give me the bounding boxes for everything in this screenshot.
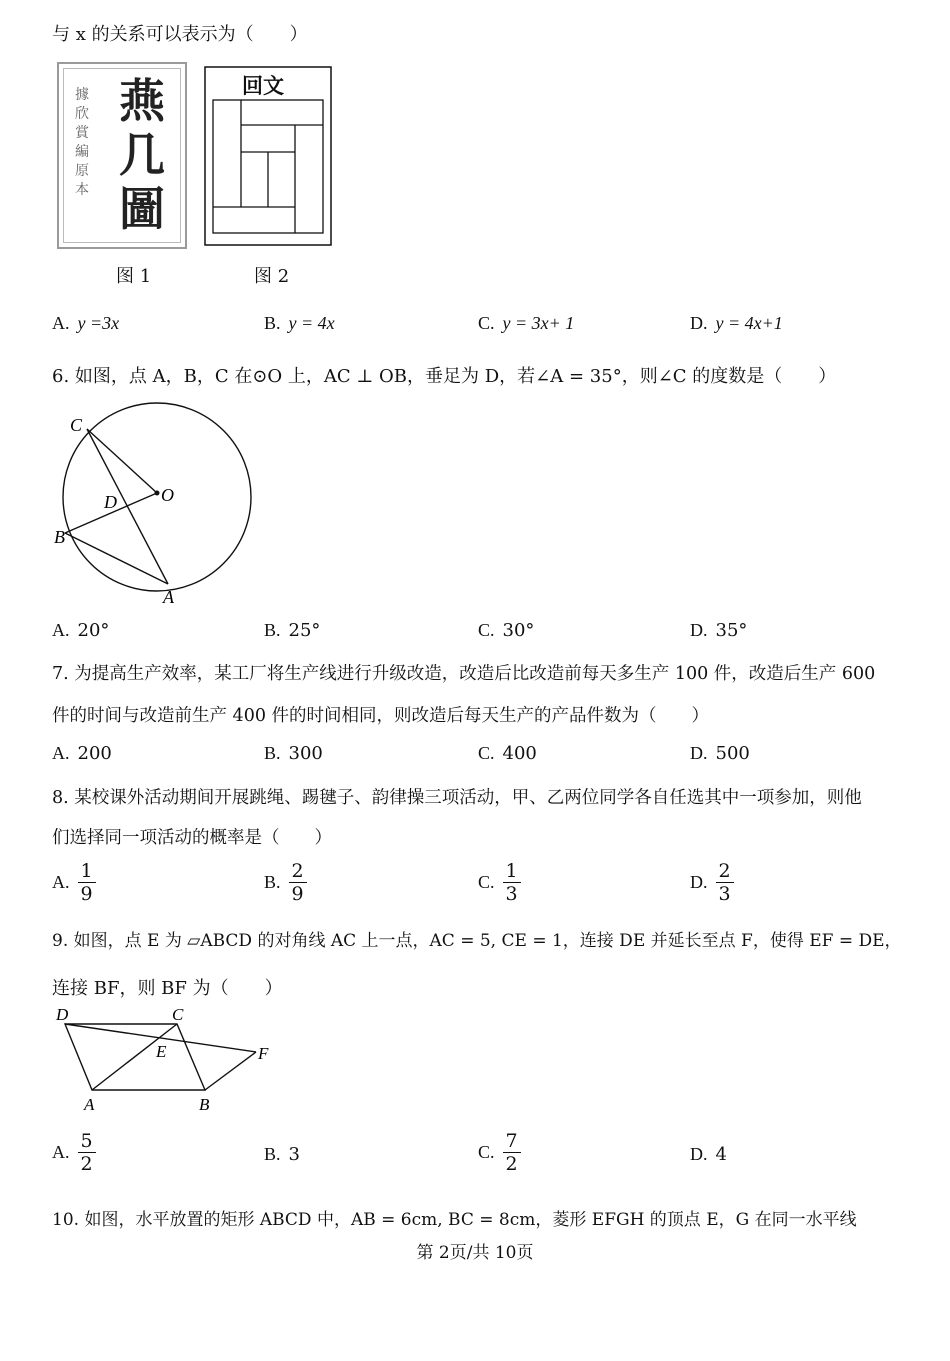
- q5-option-d[interactable]: D. y = 4x+1: [690, 313, 783, 333]
- label-b: B: [54, 527, 65, 547]
- label-b: B: [199, 1095, 210, 1114]
- label-c: C: [172, 1005, 184, 1024]
- label-d: D: [56, 1005, 69, 1024]
- q5-option-a[interactable]: A. y =3x: [52, 313, 120, 333]
- q7-option-b[interactable]: B. 300: [264, 743, 323, 764]
- q9-option-c[interactable]: C. $\frac{7}{2}$: [478, 1130, 521, 1175]
- q7-stem-line1: 7. 为提高生产效率，某工厂将生产线进行升级改造，改造后比改造前每天多生产 100 件，改造后生产 600: [52, 664, 876, 684]
- q5-option-c[interactable]: C. y = 3x+ 1: [478, 313, 575, 333]
- q8-stem-line1: 8. 某校课外活动期间开展跳绳、踢毽子、韵律操三项活动，甲、乙两位同学各自任选其中一项参加，则他: [52, 788, 862, 808]
- q9-stem-line2: 连接 BF，则 BF 为（ ）: [52, 978, 283, 999]
- q10-stem-line1: 10. 如图，水平放置的矩形 ABCD 中，AB = 6cm, BC = 8cm，菱形 EFGH 的顶点 E，G 在同一水平线: [52, 1210, 857, 1230]
- q6-option-a[interactable]: A. 20°: [52, 620, 110, 641]
- q7-option-c[interactable]: C. 400: [478, 743, 537, 764]
- label-c: C: [70, 415, 83, 435]
- figure-1-book-cover: [57, 62, 187, 249]
- q6-option-d[interactable]: D. 35°: [690, 620, 748, 641]
- label-e: E: [156, 1042, 167, 1061]
- q8-option-a[interactable]: A. $\frac{1}{9}$: [52, 860, 96, 905]
- q7-stem-line2: 件的时间与改造前生产 400 件的时间相同，则改造后每天生产的产品件数为（ ）: [52, 706, 710, 726]
- q8-stem-line2: 们选择同一项活动的概率是（ ）: [52, 828, 332, 848]
- q8-option-d[interactable]: D. $\frac{2}{3}$: [690, 860, 734, 905]
- q9-option-b[interactable]: B. 3: [264, 1144, 300, 1165]
- label-a: A: [163, 587, 174, 607]
- figure-1-caption: 图 1: [116, 266, 152, 287]
- figure-1-small-text: 據 欣 賞 編 原 本: [75, 87, 89, 198]
- q9-stem-line1: 9. 如图，点 E 为 ▱ABCD 的对角线 AC 上一点，AC = 5, CE = 1，连接 DE 并延长至点 F，使得 EF = DE，: [52, 931, 902, 951]
- figure-2: [204, 66, 332, 246]
- page-footer: 第 2页/共 10页: [416, 1243, 534, 1263]
- q9-option-d[interactable]: D. 4: [690, 1144, 727, 1165]
- q8-option-b[interactable]: B. $\frac{2}{9}$: [264, 860, 307, 905]
- q9-parallelogram-figure: [50, 1002, 290, 1117]
- q7-option-d[interactable]: D. 500: [690, 743, 750, 764]
- figure-2-title: 回文: [242, 73, 284, 98]
- q7-option-a[interactable]: A. 200: [52, 743, 112, 764]
- q9-option-a[interactable]: A. $\frac{5}{2}$: [52, 1130, 96, 1175]
- q8-option-c[interactable]: C. $\frac{1}{3}$: [478, 860, 521, 905]
- label-o: O: [161, 485, 174, 505]
- q6-circle-figure: [50, 395, 270, 610]
- q5-stem-tail: 与 x 的关系可以表示为（ ）: [52, 24, 308, 45]
- q6-option-b[interactable]: B. 25°: [264, 620, 321, 641]
- label-d: D: [104, 492, 117, 512]
- q6-option-c[interactable]: C. 30°: [478, 620, 535, 641]
- q6-stem: 6. 如图，点 A，B，C 在⊙O 上，AC ⊥ OB，垂足为 D，若∠A = 35°，则∠C 的度数是（ ）: [52, 366, 837, 387]
- label-a: A: [84, 1095, 95, 1114]
- q5-option-b[interactable]: B. y = 4x: [264, 313, 335, 333]
- figure-2-caption: 图 2: [254, 266, 290, 287]
- figure-1-title: 燕 几 圖: [119, 74, 165, 236]
- label-f: F: [258, 1044, 269, 1063]
